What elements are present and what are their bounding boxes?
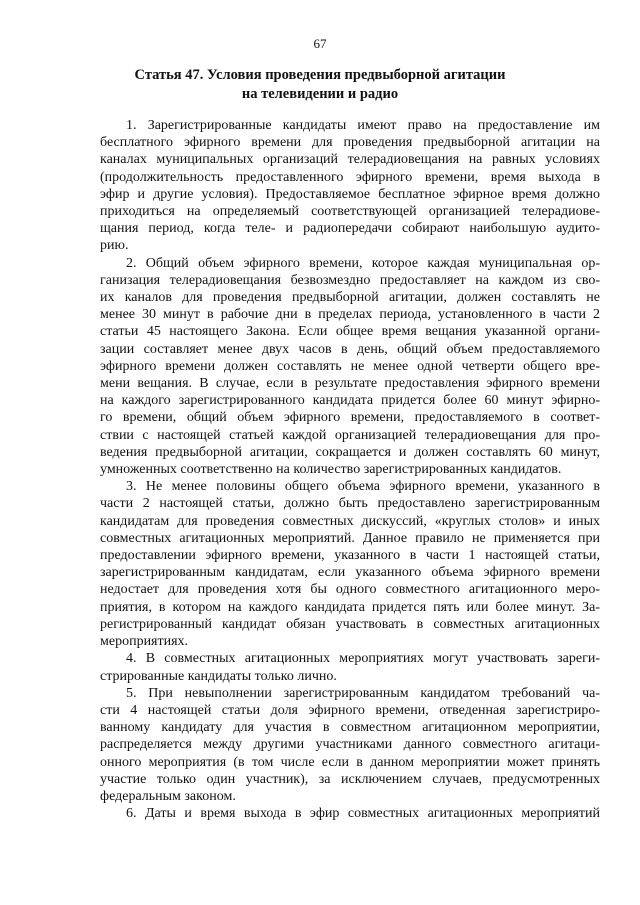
article-title-line: Статья 47. Условия проведения предвыборной агитации xyxy=(134,67,506,83)
paragraph-line: участие только один участник), за исключением случаев, предусмотренных xyxy=(100,771,600,787)
paragraph-line: (продолжительность предоставленного эфирного времени, время выхода в xyxy=(100,169,600,185)
paragraph xyxy=(100,685,600,805)
paragraph-line: рию. xyxy=(100,238,129,254)
paragraph-line: статьи 45 настоящего Закона. Если общее время вещания указанной органи- xyxy=(100,324,600,340)
paragraph xyxy=(100,117,600,255)
paragraph-line: регистрированный кандидат обязан участвовать в совместных агитационных xyxy=(100,616,600,632)
article-title-line: на телевидении и радио xyxy=(241,86,399,102)
paragraph xyxy=(100,650,600,684)
paragraph-line: недостает для проведения хотя бы одного совместного агитационного меро- xyxy=(100,582,600,598)
paragraph-line: менее 30 минут в рабочие дни в пределах периода, установленного в части 2 xyxy=(100,307,600,323)
paragraph-line: эфир и другие условия). Предоставляемое бесплатное эфирное время должно xyxy=(100,186,600,202)
page-number: 67 xyxy=(313,36,327,51)
paragraph-line: стрированные кандидаты только лично. xyxy=(100,668,337,684)
paragraph-line: зарегистрированным кандидатам, если указанного объема эфирного времени xyxy=(100,565,600,581)
paragraph-line: 5. При невыполнении зарегистрированным кандидатом требований ча- xyxy=(126,685,600,701)
paragraph-line: на каждого зарегистрированного кандидата придется более 60 минут эфирно- xyxy=(100,393,600,409)
paragraph-line: каналах муниципальных организаций телерадиовещания на равных условиях xyxy=(100,152,600,168)
paragraph-line: совместных агитационных мероприятий. Данное правило не применяется при xyxy=(100,530,600,546)
paragraph-line: умноженных соответственно на количество зарегистрированных кандидатов. xyxy=(100,462,562,478)
paragraph-line: бесплатного эфирного времени для проведения предвыборной агитации на xyxy=(100,135,600,151)
paragraph-line: щания период, когда теле- и радиопередачи собирают наибольшую аудито- xyxy=(100,221,600,237)
paragraph-line: кандидатам для проведения совместных дискуссий, «круглых столов» и иных xyxy=(100,513,600,529)
paragraph-line: приятия, в котором на каждого кандидата придется пять или более минут. За- xyxy=(100,599,600,615)
paragraph-line: ведения предвыборной агитации, сокращается и должен составлять 60 минут, xyxy=(100,444,600,460)
paragraph-line: онного мероприятия (в том числе если в данном мероприятии может принять xyxy=(100,754,600,770)
paragraph-line: их каналов для проведения предвыборной агитации, должен составлять не xyxy=(100,290,600,306)
paragraph-line: сти 4 настоящей статьи доля эфирного времени, отведенная зарегистриро- xyxy=(100,702,600,718)
paragraph-line: ствии с настоящей статьей каждой организацией телерадиовещания для про- xyxy=(100,427,600,443)
paragraph-line: зации составляет менее двух часов в день, общий объем предоставляемого xyxy=(100,341,600,357)
paragraph xyxy=(100,255,600,479)
paragraph-line: предоставлении эфирного времени, указанного в части 1 настоящей статьи, xyxy=(100,548,600,564)
paragraph-line: 3. Не менее половины общего объема эфирного времени, указанного в xyxy=(126,479,600,495)
paragraph xyxy=(100,805,600,822)
paragraph-line: распределяется между другими участниками данного совместного агитаци- xyxy=(100,737,600,753)
paragraph-line: 1. Зарегистрированные кандидаты имеют право на предоставление им xyxy=(126,118,600,133)
paragraph-line: 4. В совместных агитационных мероприятиях могут участвовать зареги- xyxy=(126,651,600,667)
paragraph-line: ганизация телерадиовещания безвозмездно предоставляет на каждом из сво- xyxy=(100,272,600,288)
paragraph-line: эфирного времени должен составлять не менее одной четверти общего вре- xyxy=(100,358,600,374)
paragraph-line: приходиться на определяемый соответствующей организацией телерадиове- xyxy=(100,204,600,220)
paragraph-line: 2. Общий объем эфирного времени, которое каждая муниципальная ор- xyxy=(126,255,600,271)
paragraph-line: части 2 настоящей статьи, должно быть предоставлено зарегистрированным xyxy=(100,496,600,512)
paragraph-line: федеральным законом. xyxy=(100,788,236,804)
paragraph-line: ванному кандидату для участия в совместном агитационном мероприятии, xyxy=(100,720,600,736)
paragraph-line: 6. Даты и время выхода в эфир совместных агитационных мероприятий xyxy=(126,806,600,822)
article-title xyxy=(60,66,580,104)
paragraph-line: мени вещания. В случае, если в результате предоставления эфирного времени xyxy=(100,376,600,392)
article-body xyxy=(100,117,600,822)
paragraph xyxy=(100,478,600,650)
paragraph-line: мероприятиях. xyxy=(100,634,189,650)
paragraph-line: го времени, общий объем эфирного времени, предоставляемого в соответ- xyxy=(100,410,600,426)
